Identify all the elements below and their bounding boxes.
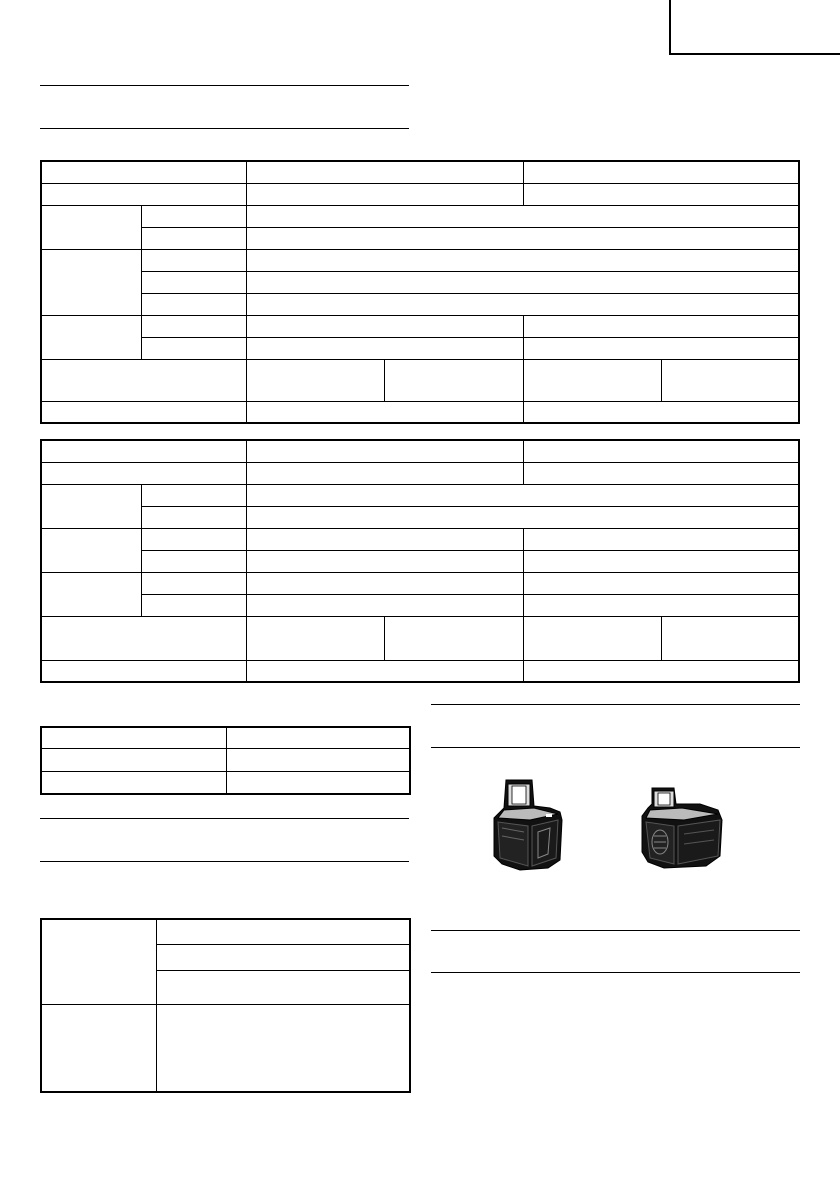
- section-rule-right-1: [431, 704, 800, 705]
- table-row: [41, 293, 799, 315]
- table-row: [41, 462, 799, 484]
- table-row: [41, 616, 799, 660]
- battery-pack-square-icon: [490, 778, 572, 872]
- table-row: [41, 249, 799, 271]
- table-row: [41, 337, 799, 359]
- table-row: [41, 205, 799, 227]
- section-rule-right-3: [431, 930, 800, 931]
- table-row: [41, 528, 799, 550]
- table-row: [41, 550, 799, 572]
- table-row: [41, 660, 799, 682]
- accessory-table: [40, 726, 411, 795]
- table-row: [41, 484, 799, 506]
- table-row: [41, 594, 799, 616]
- applications-table: [40, 918, 411, 1093]
- table-row: [41, 771, 410, 794]
- language-tab-box: [669, 0, 840, 55]
- table-row: [41, 359, 799, 401]
- table-row: [41, 183, 799, 205]
- table-row: [41, 271, 799, 293]
- table-row: [41, 919, 410, 944]
- specifications-table-1: [40, 160, 800, 424]
- table-row: [41, 727, 410, 748]
- table-row: [41, 748, 410, 771]
- battery-pack-slide-icon: [640, 786, 730, 870]
- table-row: [41, 506, 799, 528]
- table-row: [41, 227, 799, 249]
- section-rule-right-2: [431, 747, 800, 748]
- table-row: [41, 572, 799, 594]
- section-rule-left-2: [40, 861, 409, 862]
- table-row: [41, 1004, 410, 1092]
- section-rule-left-1: [40, 818, 409, 819]
- heading-rule-bottom: [40, 128, 409, 129]
- section-rule-right-4: [431, 972, 800, 973]
- table-row: [41, 161, 799, 183]
- table-row: [41, 315, 799, 337]
- table-row: [41, 440, 799, 462]
- specifications-table-2: [40, 439, 800, 683]
- heading-rule-top: [40, 85, 409, 86]
- table-row: [41, 401, 799, 423]
